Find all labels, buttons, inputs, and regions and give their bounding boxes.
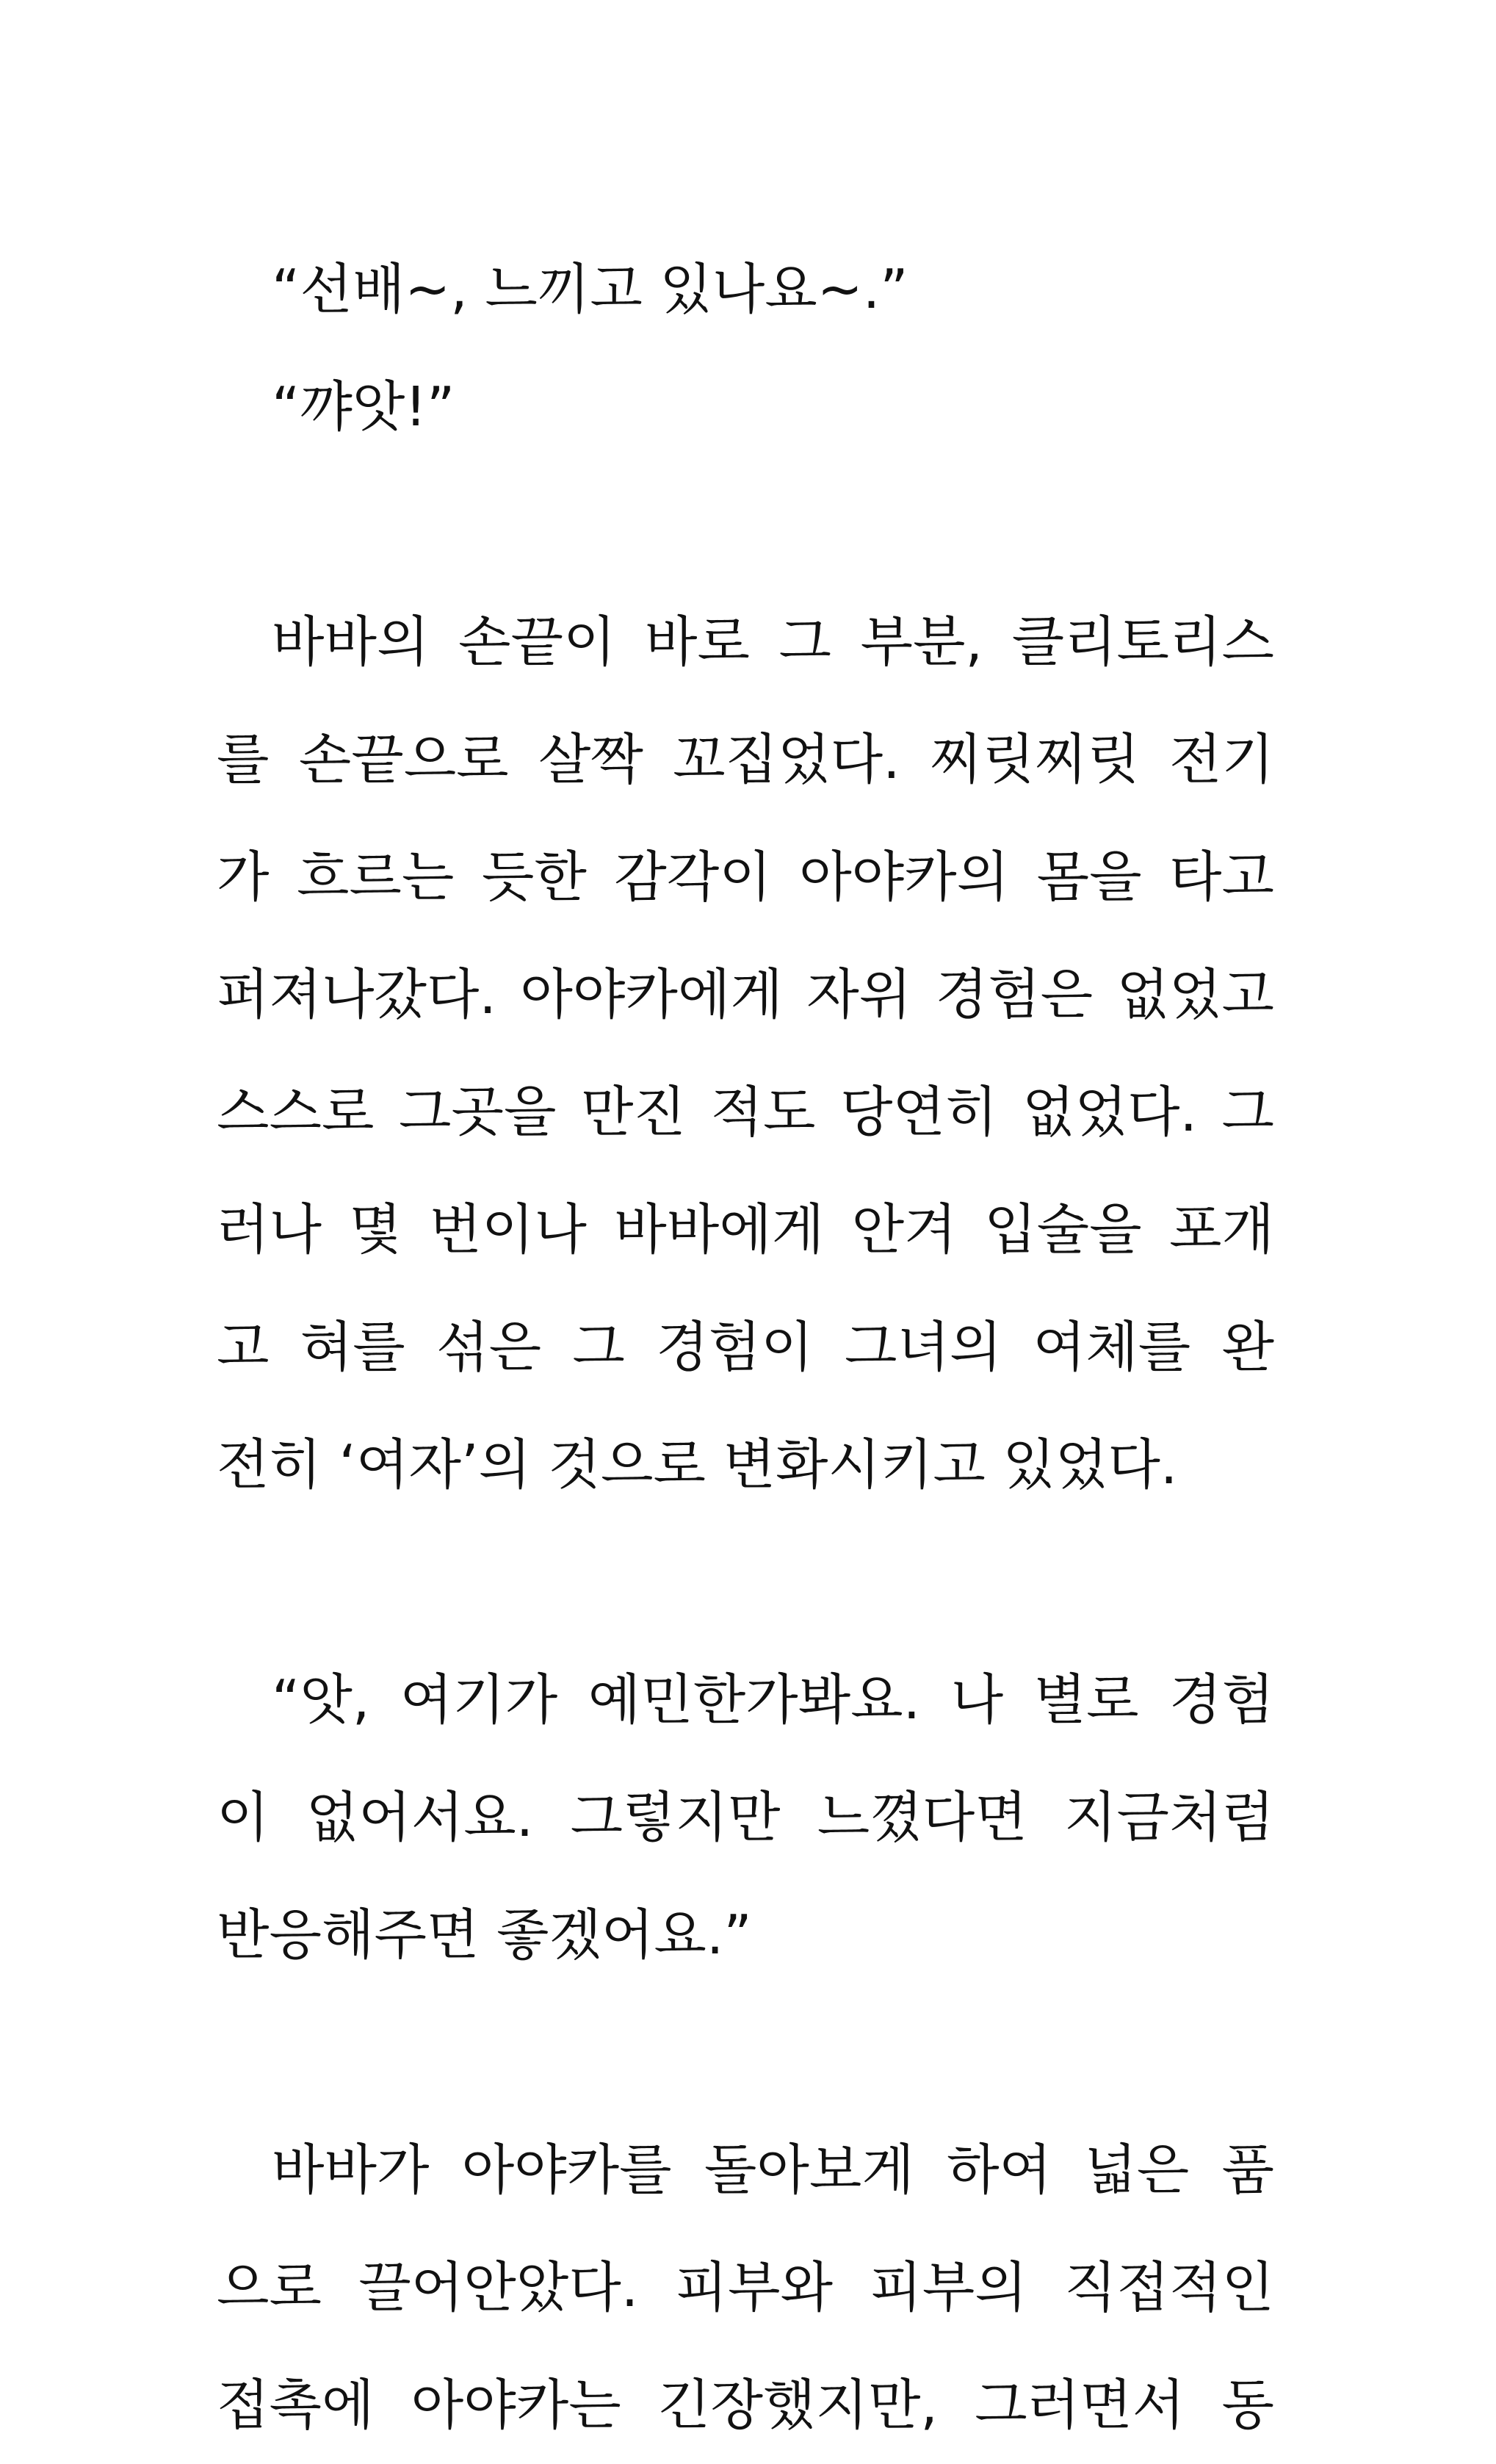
text-line: “앗, 여기가 예민한가봐요. 나 별로 경험 bbox=[272, 1668, 1274, 1732]
text-line: 가 흐르는 듯한 감각이 아야카의 몸을 타고 bbox=[217, 846, 1274, 909]
paragraph bbox=[217, 2111, 1274, 2464]
text-line: 스스로 그곳을 만진 적도 당연히 없었다. 그 bbox=[217, 1081, 1274, 1144]
text-line: “꺄앗!” bbox=[272, 375, 455, 439]
text-line: 퍼져나갔다. 아야카에게 자위 경험은 없었고 bbox=[217, 963, 1274, 1026]
text-line: 러나 몇 번이나 바바에게 안겨 입술을 포개 bbox=[217, 1198, 1274, 1261]
text-line: “선배~, 느끼고 있나요~.” bbox=[272, 258, 908, 321]
paragraph-gap bbox=[217, 466, 1274, 583]
text-line: 접촉에 아야카는 긴장했지만, 그러면서 동 bbox=[217, 2374, 1274, 2437]
text-line: 이 없어서요. 그렇지만 느꼈다면 지금처럼 bbox=[217, 1786, 1274, 1849]
paragraph bbox=[217, 231, 1274, 466]
text-line: 바바가 아야카를 돌아보게 하여 넓은 품 bbox=[272, 2139, 1274, 2202]
body-text bbox=[217, 231, 1274, 2464]
text-line: 를 손끝으로 살짝 꼬집었다. 찌릿찌릿 전기 bbox=[217, 728, 1274, 791]
text-line: 바바의 손끝이 바로 그 부분, 클리토리스 bbox=[272, 610, 1274, 674]
text-line: 전히 ‘여자’의 것으로 변화시키고 있었다. bbox=[217, 1433, 1178, 1496]
paragraph bbox=[217, 1641, 1274, 1994]
paragraph bbox=[217, 583, 1274, 1524]
text-line: 으로 끌어안았다. 피부와 피부의 직접적인 bbox=[217, 2256, 1274, 2319]
paragraph-gap bbox=[217, 1994, 1274, 2111]
paragraph-gap bbox=[217, 1524, 1274, 1641]
text-line: 고 혀를 섞은 그 경험이 그녀의 여체를 완 bbox=[217, 1316, 1274, 1379]
text-line: 반응해주면 좋겠어요.” bbox=[217, 1903, 752, 1967]
